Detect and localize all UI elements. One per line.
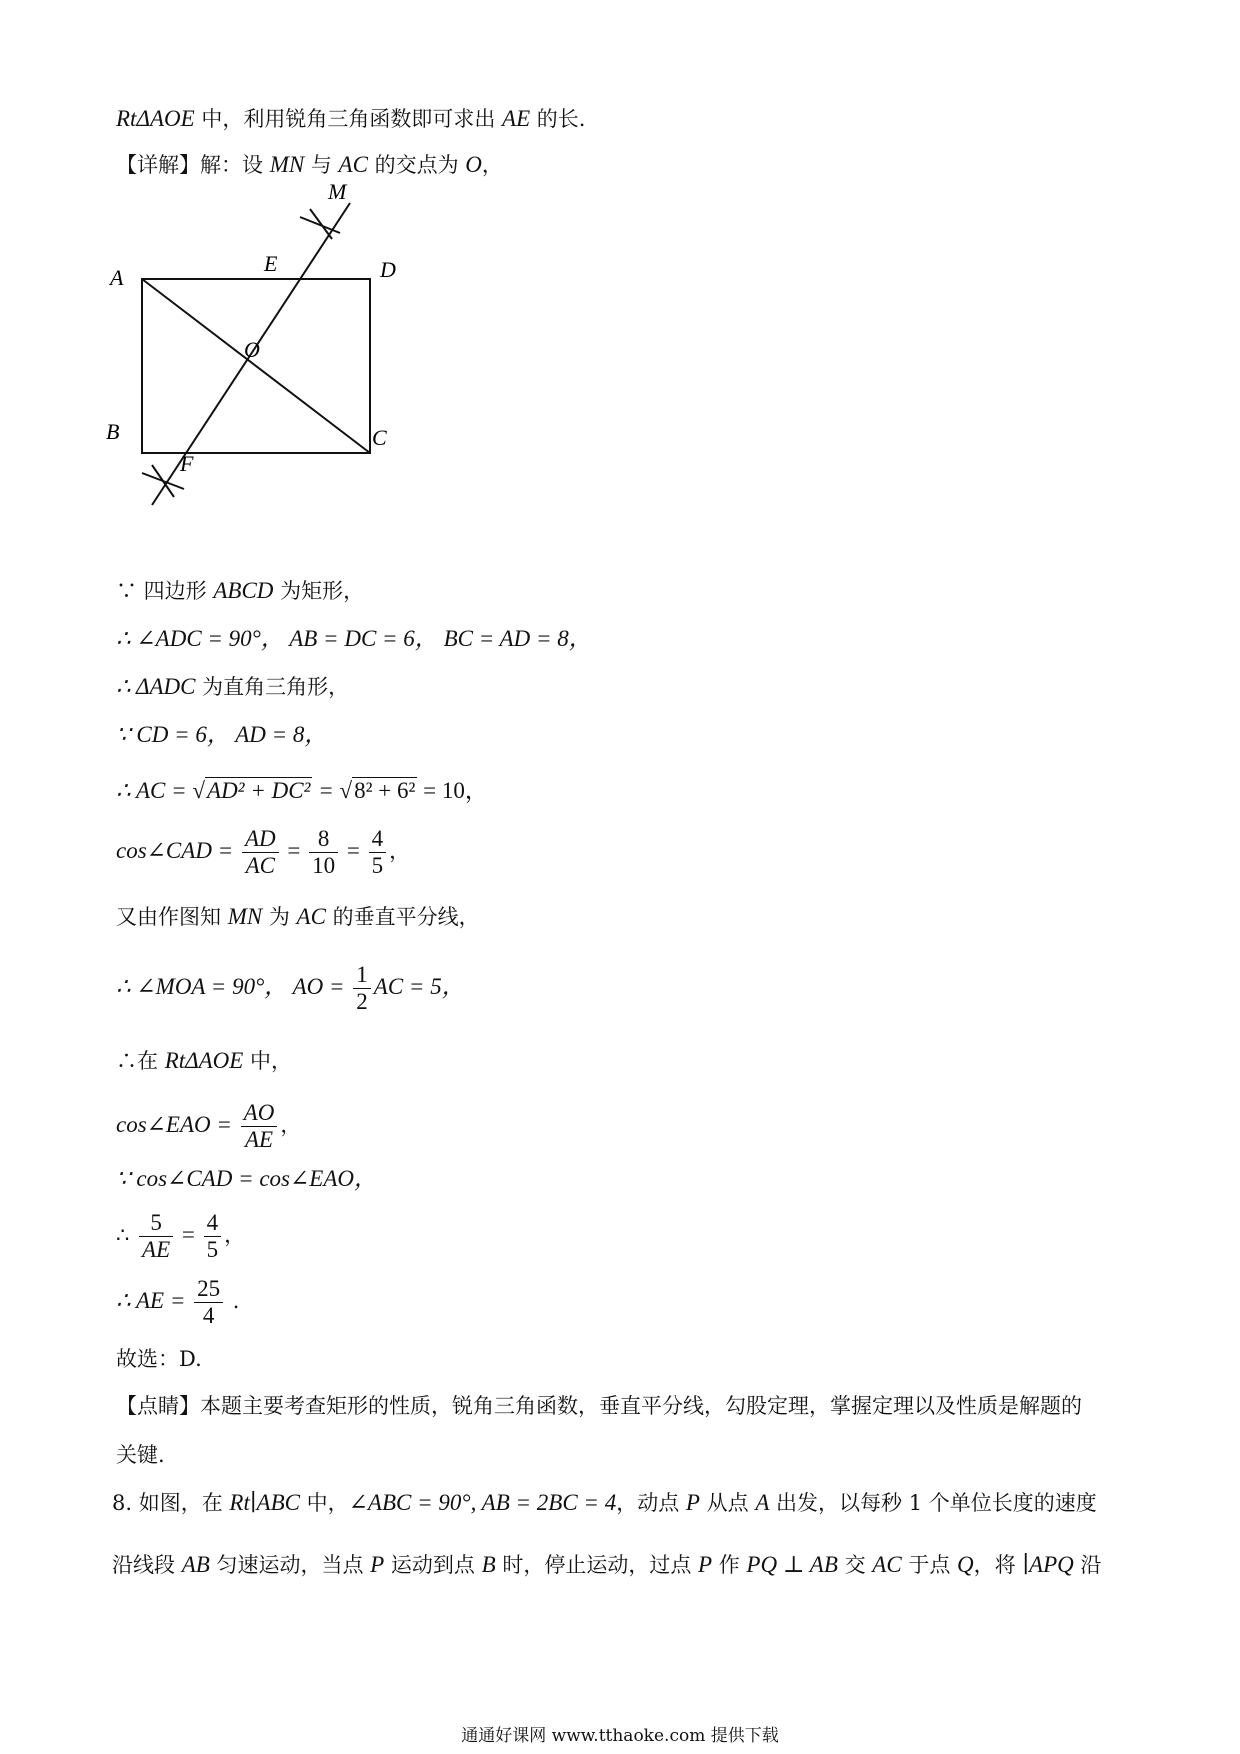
diagonal-ac <box>142 279 370 453</box>
text-line-4: ∴ ∠ADC = 90°， AB = DC = 6， BC = AD = 8， <box>116 626 592 651</box>
label-m: M <box>328 179 347 204</box>
text-line-11: ∴在 RtΔAOE 中， <box>116 1048 293 1073</box>
text-line-15: ∴ AE = $\frac{25}{4}$ . <box>116 1276 240 1328</box>
text-line-1: RtΔAOE 中，利用锐角三角函数即可求出 AE 的长. <box>116 106 586 131</box>
question-8-line-2: 沿线段 AB 匀速运动，当点 P 运动到点 B 时，停止运动，过点 P 作 PQ ⊥ AB 交 AC 于点 Q，将 ∣APQ 沿 <box>112 1552 1102 1577</box>
label-a: A <box>110 265 124 290</box>
rectangle-figure <box>100 179 420 515</box>
sqrt-8-6: √8² + 6² <box>339 778 416 803</box>
text-line-18: 关键. <box>116 1443 165 1467</box>
fraction-4-5-b: $\frac{4}{5}$ <box>204 1210 222 1263</box>
text-line-8: cos∠CAD = $\frac{AD}{AC}$ = $\frac{8}{10}$ = $\frac{4}{5}$ ， <box>116 826 411 878</box>
label-e: E <box>264 251 278 276</box>
label-d: D <box>380 257 396 282</box>
text-line-9: 又由作图知 MN 为 AC 的垂直平分线， <box>116 904 480 929</box>
question-8-line-1: 8. 如图，在 Rt∣ABC 中，∠ABC = 90°, AB = 2BC = 4，动点 P 从点 A 出发，以每秒 1 个单位长度的速度 <box>112 1490 1097 1515</box>
arc-mark-top-2 <box>310 209 332 239</box>
text-line-17: 【点睛】本题主要考查矩形的性质，锐角三角函数，垂直平分线，勾股定理，掌握定理以及性质是解题的 <box>116 1394 1082 1418</box>
fraction-1-2: $\frac{1}{2}$ <box>353 962 371 1015</box>
text-line-14: ∴ $\frac{5}{AE}$ = $\frac{4}{5}$ ， <box>116 1210 246 1262</box>
text-line-12: cos∠EAO = $\frac{AO}{AE}$ ， <box>116 1100 302 1152</box>
label-o: O <box>244 337 260 362</box>
fraction-ad-ac: $\frac{AD}{AC}$ <box>242 826 279 879</box>
page-footer: 通通好课网 www.tthaoke.com 提供下载 <box>461 1726 779 1746</box>
label-b: B <box>106 419 120 444</box>
fraction-5-ae: $\frac{5}{AE}$ <box>139 1210 173 1263</box>
math-rt-aoe: RtΔAOE <box>116 106 195 131</box>
fraction-4-5: $\frac{4}{5}$ <box>369 826 387 879</box>
arc-mark-top <box>300 217 340 233</box>
fraction-8-10: $\frac{8}{10}$ <box>309 826 338 879</box>
text-line-16: 故选：D. <box>116 1347 202 1371</box>
arc-mark-bottom-2 <box>152 465 174 497</box>
label-c: C <box>372 425 387 450</box>
label-f: F <box>180 451 194 476</box>
text-line-6: ∵ CD = 6， AD = 8， <box>116 722 328 747</box>
text-line-2: 【详解】解：设 MN 与 AC 的交点为 O， <box>116 152 503 177</box>
text-line-10: ∴ ∠MOA = 90°， AO = $\frac{1}{2}$ AC = 5， <box>116 962 465 1014</box>
fraction-ao-ae: $\frac{AO}{AE}$ <box>241 1100 278 1153</box>
sqrt-ad-dc: √AD² + DC² <box>192 778 311 803</box>
text-line-13: ∵ cos∠CAD = cos∠EAO， <box>116 1166 377 1191</box>
fraction-25-4: $\frac{25}{4}$ <box>194 1276 223 1329</box>
text-line-3: ∵ 四边形 ABCD 为矩形， <box>116 578 365 603</box>
text-line-5: ∴ ΔADC 为直角三角形， <box>116 674 350 699</box>
text-line-7: ∴ AC = √AD² + DC² = √8² + 6² = 10， <box>116 776 488 806</box>
